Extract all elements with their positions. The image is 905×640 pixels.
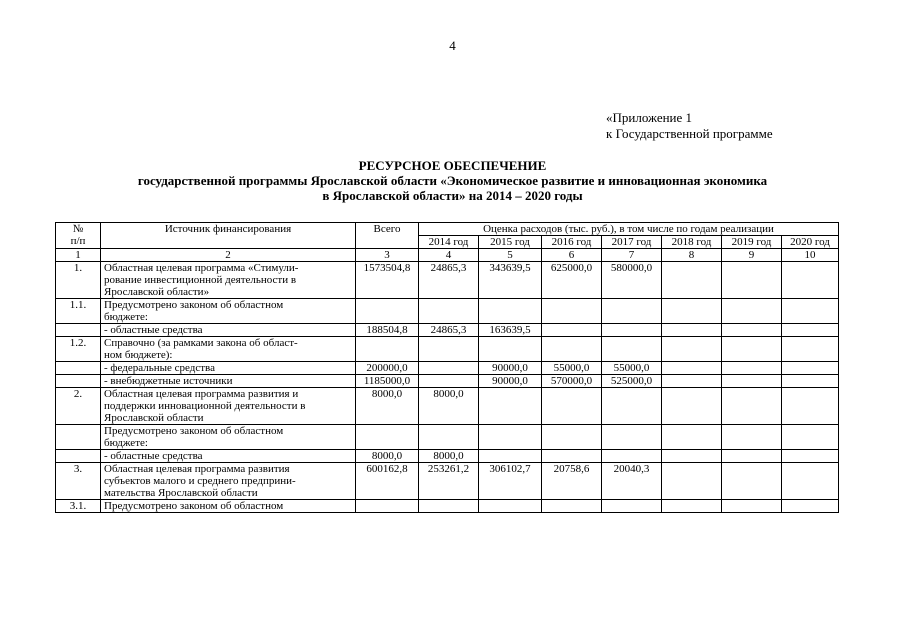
row-year-value	[722, 324, 782, 337]
header-source: Источник финансирования	[101, 223, 356, 249]
row-year-value	[722, 388, 782, 425]
row-year-value	[479, 425, 542, 450]
row-year-value	[782, 362, 839, 375]
row-year-value	[662, 299, 722, 324]
row-year-value	[662, 500, 722, 513]
row-source	[101, 262, 356, 299]
column-number: 6	[542, 249, 602, 262]
row-total	[356, 500, 419, 513]
row-total: 188504,8	[356, 324, 419, 337]
row-year-value: 625000,0	[542, 262, 602, 299]
row-year-value	[662, 463, 722, 500]
row-year-value	[602, 324, 662, 337]
row-year-value	[542, 324, 602, 337]
row-total: 1573504,8	[356, 262, 419, 299]
column-number: 7	[602, 249, 662, 262]
row-year-value	[662, 388, 722, 425]
title-line-3: в Ярославской области» на 2014 – 2020 годы	[322, 188, 583, 203]
row-year-value	[419, 500, 479, 513]
row-year-value	[782, 337, 839, 362]
row-year-value	[542, 500, 602, 513]
column-number-row	[56, 249, 839, 262]
row-year-value	[782, 324, 839, 337]
row-total: 200000,0	[356, 362, 419, 375]
appendix-line-2: к Государственной программе	[606, 126, 773, 141]
column-number: 10	[782, 249, 839, 262]
row-number: 1.2.	[56, 337, 101, 362]
row-source-line: - федеральные средства	[104, 362, 215, 374]
row-year-value	[419, 337, 479, 362]
row-source-line: поддержки инновационной деятельности в	[104, 400, 306, 412]
title-line-2: государственной программы Ярославской области «Экономическое развитие и инновационная экономика	[137, 173, 768, 188]
row-year-value	[542, 299, 602, 324]
column-number: 9	[722, 249, 782, 262]
page-number: 4	[449, 38, 456, 53]
row-total: 600162,8	[356, 463, 419, 500]
appendix-note	[606, 110, 773, 142]
row-year-value	[722, 299, 782, 324]
header-year: 2014 год	[419, 236, 479, 249]
appendix-line-1: «Приложение 1	[606, 110, 693, 125]
row-source-line: Предусмотрено законом об областном	[104, 299, 284, 311]
row-source	[101, 463, 356, 500]
row-year-value	[419, 299, 479, 324]
row-year-value	[722, 337, 782, 362]
row-number: 3.	[56, 463, 101, 500]
row-year-value	[782, 500, 839, 513]
row-number	[56, 362, 101, 375]
row-total: 8000,0	[356, 450, 419, 463]
row-year-value	[419, 375, 479, 388]
table-row	[56, 450, 839, 463]
row-year-value	[479, 450, 542, 463]
header-num: №	[72, 223, 84, 235]
row-source-line: бюджете:	[104, 311, 148, 323]
row-source	[101, 299, 356, 324]
table-row	[56, 324, 839, 337]
row-number	[56, 450, 101, 463]
row-source-line: рование инвестиционной деятельности в	[104, 274, 297, 286]
row-year-value	[602, 425, 662, 450]
row-source-line: Областная целевая программа развития	[104, 463, 290, 475]
row-source	[101, 362, 356, 375]
column-number: 3	[356, 249, 419, 262]
row-total	[356, 299, 419, 324]
header-year: 2018 год	[662, 236, 722, 249]
row-year-value: 525000,0	[602, 375, 662, 388]
row-year-value	[722, 425, 782, 450]
row-year-value	[419, 362, 479, 375]
row-year-value: 20040,3	[602, 463, 662, 500]
header-total: Всего	[356, 223, 419, 249]
table-row	[56, 500, 839, 513]
row-source	[101, 500, 356, 513]
row-year-value: 55000,0	[542, 362, 602, 375]
row-source-line: - областные средства	[104, 450, 203, 462]
header-year: 2017 год	[602, 236, 662, 249]
row-source-line: - внебюджетные источники	[104, 375, 233, 387]
row-year-value	[722, 375, 782, 388]
row-source-line: субъектов малого и среднего предприни-	[104, 475, 296, 487]
header-year: 2019 год	[722, 236, 782, 249]
row-source-line: Справочно (за рамками закона об област-	[104, 337, 298, 349]
row-number: 2.	[56, 388, 101, 425]
row-year-value	[602, 450, 662, 463]
row-year-value: 343639,5	[479, 262, 542, 299]
resources-table	[55, 222, 839, 513]
row-year-value: 8000,0	[419, 450, 479, 463]
row-year-value: 8000,0	[419, 388, 479, 425]
row-year-value	[782, 425, 839, 450]
row-year-value	[479, 299, 542, 324]
row-year-value: 20758,6	[542, 463, 602, 500]
row-year-value	[542, 337, 602, 362]
header-row-1	[56, 223, 839, 236]
table-row	[56, 388, 839, 425]
row-year-value: 90000,0	[479, 362, 542, 375]
header-num-2: п/п	[70, 235, 86, 247]
header-year: 2016 год	[542, 236, 602, 249]
row-number: 3.1.	[56, 500, 101, 513]
row-source-line: бюджете:	[104, 437, 148, 449]
row-number	[56, 375, 101, 388]
row-year-value	[722, 262, 782, 299]
table-row	[56, 362, 839, 375]
row-source-line: Ярославской области»	[104, 286, 210, 298]
row-year-value	[602, 388, 662, 425]
title-line-1: РЕСУРСНОЕ ОБЕСПЕЧЕНИЕ	[358, 158, 547, 173]
row-year-value	[782, 450, 839, 463]
table-row	[56, 463, 839, 500]
row-number: 1.	[56, 262, 101, 299]
row-year-value	[722, 500, 782, 513]
row-number	[56, 324, 101, 337]
row-year-value	[662, 362, 722, 375]
row-source-line: Предусмотрено законом об областном	[104, 500, 284, 512]
document-title	[0, 158, 905, 203]
row-year-value	[782, 463, 839, 500]
row-year-value	[662, 375, 722, 388]
row-year-value	[722, 463, 782, 500]
row-year-value	[602, 299, 662, 324]
row-source-line: мательства Ярославской области	[104, 487, 258, 499]
row-year-value	[662, 262, 722, 299]
row-total: 1185000,0	[356, 375, 419, 388]
row-source-line: Ярославской области	[104, 412, 204, 424]
row-source	[101, 388, 356, 425]
row-total: 8000,0	[356, 388, 419, 425]
column-number: 1	[56, 249, 101, 262]
row-year-value: 55000,0	[602, 362, 662, 375]
column-number: 5	[479, 249, 542, 262]
row-year-value: 163639,5	[479, 324, 542, 337]
row-year-value	[782, 375, 839, 388]
table-row	[56, 375, 839, 388]
table-row	[56, 262, 839, 299]
row-source	[101, 375, 356, 388]
row-year-value	[662, 337, 722, 362]
row-year-value	[602, 337, 662, 362]
row-source	[101, 324, 356, 337]
row-year-value	[722, 450, 782, 463]
header-year: 2015 год	[479, 236, 542, 249]
row-number	[56, 425, 101, 450]
row-year-value: 24865,3	[419, 262, 479, 299]
row-year-value	[722, 362, 782, 375]
row-source-line: Областная целевая программа развития и	[104, 388, 299, 400]
row-source-line: Предусмотрено законом об областном	[104, 425, 284, 437]
row-source	[101, 450, 356, 463]
row-year-value: 580000,0	[602, 262, 662, 299]
column-number: 8	[662, 249, 722, 262]
row-year-value	[479, 500, 542, 513]
row-year-value	[782, 388, 839, 425]
row-source-line: - областные средства	[104, 324, 203, 336]
row-year-value: 253261,2	[419, 463, 479, 500]
header-num-cell	[56, 223, 101, 249]
column-number: 4	[419, 249, 479, 262]
row-year-value: 90000,0	[479, 375, 542, 388]
table-row	[56, 337, 839, 362]
column-number: 2	[101, 249, 356, 262]
row-source-line: Областная целевая программа «Стимули-	[104, 262, 299, 274]
header-year: 2020 год	[782, 236, 839, 249]
row-year-value: 570000,0	[542, 375, 602, 388]
row-year-value	[542, 388, 602, 425]
row-year-value	[782, 262, 839, 299]
row-source	[101, 337, 356, 362]
row-year-value	[662, 324, 722, 337]
table-row	[56, 299, 839, 324]
row-source-line: ном бюджете):	[104, 349, 173, 361]
row-year-value: 306102,7	[479, 463, 542, 500]
row-year-value	[479, 337, 542, 362]
row-year-value	[479, 388, 542, 425]
row-year-value	[542, 450, 602, 463]
row-source	[101, 425, 356, 450]
row-year-value	[662, 425, 722, 450]
row-year-value	[662, 450, 722, 463]
row-total	[356, 337, 419, 362]
row-year-value: 24865,3	[419, 324, 479, 337]
header-estimate: Оценка расходов (тыс. руб.), в том числе по годам реализации	[419, 223, 839, 236]
row-total	[356, 425, 419, 450]
row-year-value	[602, 500, 662, 513]
row-year-value	[419, 425, 479, 450]
row-year-value	[782, 299, 839, 324]
row-number: 1.1.	[56, 299, 101, 324]
row-year-value	[542, 425, 602, 450]
table-row	[56, 425, 839, 450]
